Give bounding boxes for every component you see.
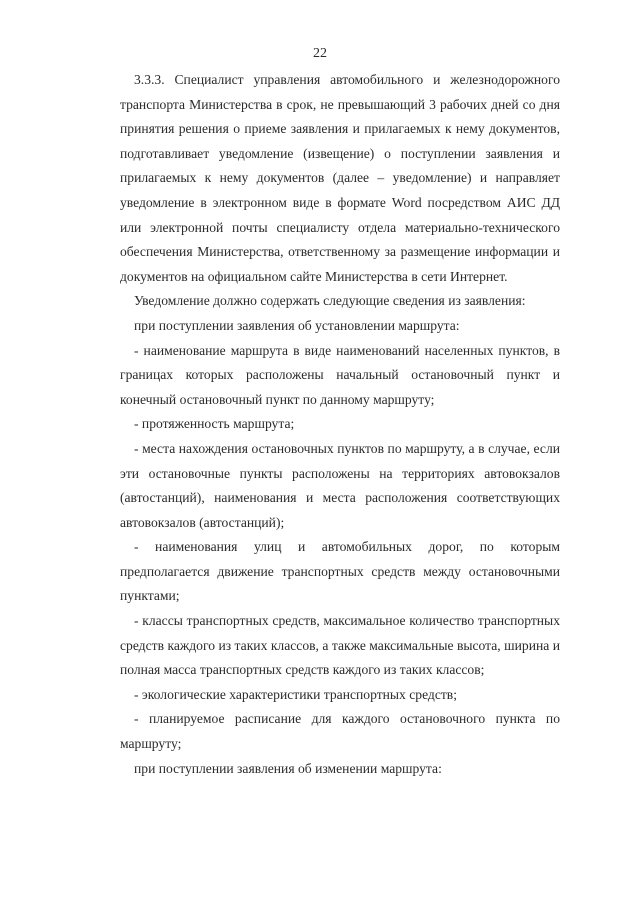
- list-item: - протяженность маршрута;: [134, 416, 295, 432]
- list-item: - наименования улиц и автомобильных дорог, по которым предполагается движение транспортных средств между остановочными пунктами;: [120, 539, 560, 604]
- page-number: 22: [313, 46, 327, 61]
- paragraph: при поступлении заявления об установлении маршрута:: [134, 317, 460, 333]
- paragraph: при поступлении заявления об изменении маршрута:: [134, 760, 442, 776]
- list-item: - экологические характеристики транспортных средств;: [134, 686, 458, 702]
- list-item: - места нахождения остановочных пунктов по маршруту, а в случае, если эти остановочные пункты расположены на территориях автовокзалов (автостанций), наименования и места расположения соответствующих автовокзалов (автостанций);: [120, 440, 560, 530]
- list-item: - наименование маршрута в виде наименований населенных пунктов, в границах которых расположены начальный остановочный пункт и конечный остановочный пункт по данному маршруту;: [120, 342, 560, 407]
- paragraph: Уведомление должно содержать следующие сведения из заявления:: [134, 293, 526, 309]
- list-item: - планируемое расписание для каждого остановочного пункта по маршруту;: [120, 711, 560, 752]
- paragraph: 3.3.3. Специалист управления автомобильного и железнодорожного транспорта Министерства в срок, не превышающий 3 рабочих дней со дня принятия решения о приеме заявления и прилагаемых к нему документов, подготавливает уведомление (извещение) о поступлении заявления и прилагаемых к нему документов (далее – уведомление) и направляет уведомление в электронном виде в формате Word посредством АИС ДД или электронной почты специалисту отдела материально-технического обеспечения Министерства, ответственному за размещение информации и документов на официальном сайте Министерства в сети Интернет.: [120, 72, 560, 284]
- list-item: - классы транспортных средств, максимальное количество транспортных средств каждого из таких классов, а также максимальные высота, ширина и полная масса транспортных средств каждого из таких классов;: [120, 613, 560, 678]
- document-body: [120, 68, 560, 781]
